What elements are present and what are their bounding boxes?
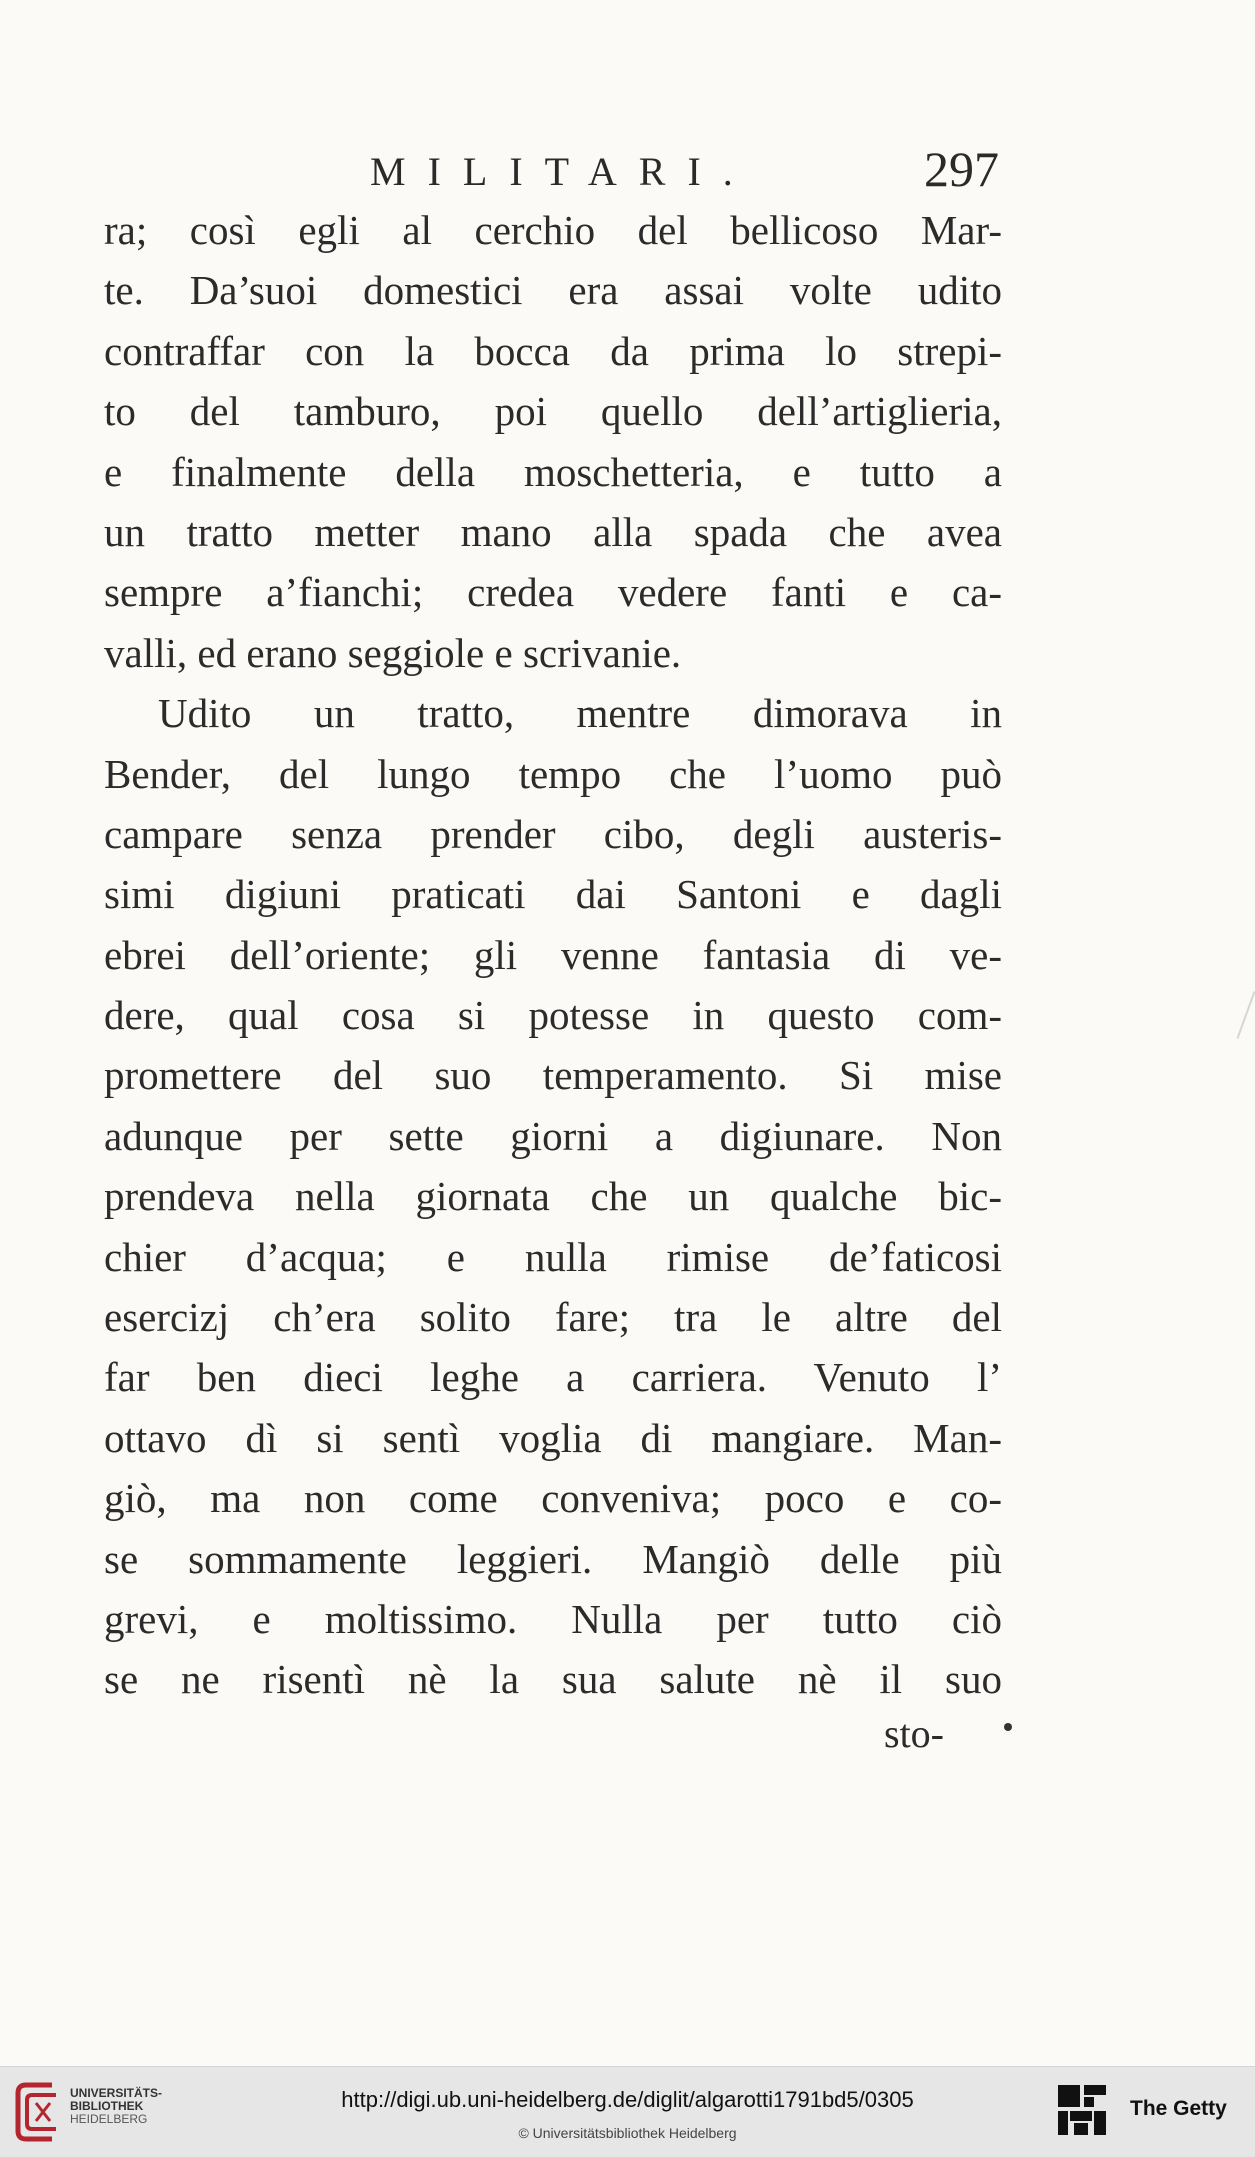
library-name-line2: BIBLIOTHEK	[70, 2099, 144, 2113]
text-line: campare senza prender cibo, degli austeris-	[104, 810, 1002, 857]
text-line: un tratto metter mano alla spada che avea	[104, 508, 1002, 555]
catchword: sto-	[884, 1711, 944, 1756]
text-line: esercizj ch’era solito fare; tra le altre del	[104, 1294, 1002, 1341]
text-line: ottavo dì si sentì voglia di mangiare. Man-	[104, 1414, 1002, 1461]
text-line: se ne risentì nè la sua salute nè il suo	[104, 1656, 1002, 1703]
text-line: e finalmente della moschetteria, e tutto a	[104, 448, 1002, 495]
sponsor-name: The Getty	[1130, 2097, 1227, 2120]
text-line: chier d’acqua; e nulla rimise de’faticosi	[104, 1233, 1002, 1280]
text-line: far ben dieci leghe a carriera. Venuto l’	[104, 1354, 1002, 1401]
text-line: valli, ed erano seggiole e scrivanie.	[104, 629, 682, 676]
ink-dot	[1004, 1723, 1012, 1731]
text-line: simi digiuni praticati dai Santoni e dagli	[104, 871, 1002, 918]
body-text	[104, 200, 1002, 1710]
running-head	[0, 140, 1255, 200]
text-line: contraffar con la bocca da prima lo strepi-	[104, 327, 1002, 374]
library-name-line3: HEIDELBERG	[70, 2112, 148, 2126]
text-line: giò, ma non come conveniva; poco e co-	[104, 1475, 1002, 1522]
page-edge-mark	[1237, 991, 1255, 1039]
text-line: ebrei dell’oriente; gli venne fantasia di ve-	[104, 931, 1002, 978]
text-line: grevi, e moltissimo. Nulla per tutto ciò	[104, 1595, 1002, 1642]
running-title: MILITARI.	[370, 149, 755, 194]
text-line: Udito un tratto, mentre dimorava in	[158, 690, 1002, 737]
text-line: Bender, del lungo tempo che l’uomo può	[104, 750, 1002, 797]
permalink-url[interactable]: http://digi.ub.uni-heidelberg.de/diglit/algarotti1791bd5/0305	[341, 2087, 914, 2112]
text-line: dere, qual cosa si potesse in questo com-	[104, 992, 1002, 1039]
text-line: adunque per sette giorni a digiunare. Non	[104, 1112, 1002, 1159]
library-name-line1: UNIVERSITÄTS-	[70, 2086, 163, 2100]
footer-bar	[0, 2066, 1255, 2157]
text-line: se sommamente leggieri. Mangiò delle più	[104, 1535, 1002, 1582]
page-number: 297	[924, 141, 999, 197]
text-line: sempre a’fianchi; credea vedere fanti e ca-	[104, 569, 1002, 616]
text-line: te. Da’suoi domestici era assai volte udito	[104, 267, 1002, 314]
copyright-notice: © Universitätsbibliothek Heidelberg	[518, 2125, 737, 2141]
text-line: ra; così egli al cerchio del bellicoso Mar-	[104, 207, 1002, 253]
text-line: to del tamburo, poi quello dell’artiglieria,	[104, 388, 1002, 435]
text-line: promettere del suo temperamento. Si mise	[104, 1052, 1002, 1099]
text-line: prendeva nella giornata che un qualche bic-	[104, 1173, 1002, 1220]
getty-logo-icon	[1056, 2083, 1108, 2139]
